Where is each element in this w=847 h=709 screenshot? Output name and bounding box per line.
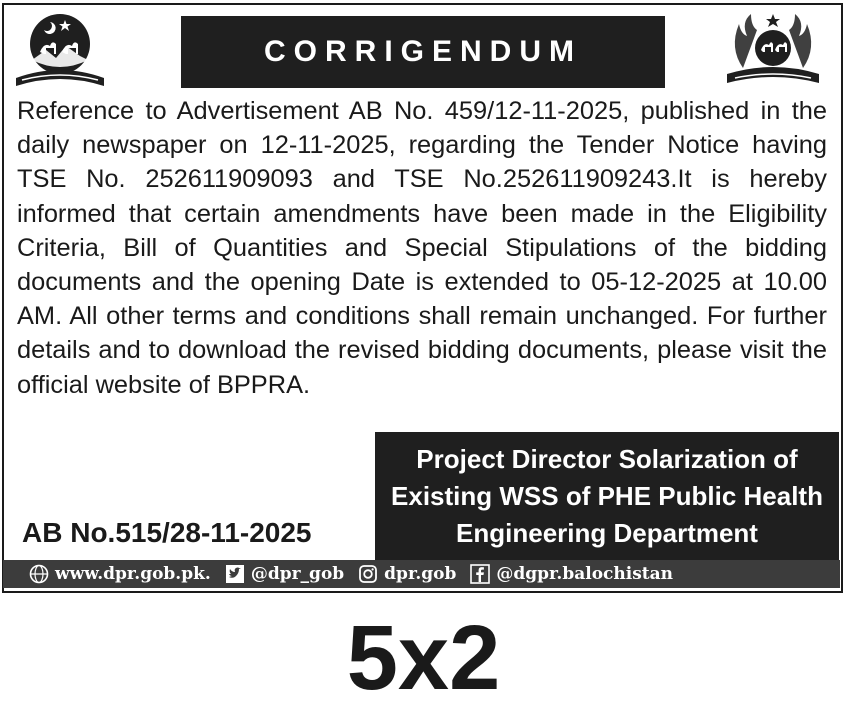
contact-footer xyxy=(3,560,840,588)
facebook-link[interactable] xyxy=(470,564,673,584)
notice-body: Reference to Advertisement AB No. 459/12-11-2025, published in the daily newspaper on 12-11-2025, regarding the Tender Notice having TSE No. 252611909093 and TSE No.252611909243.It is hereby informed that certain amendments have been made in the Eligibility Criteria, Bill of Quantities and Special Stipulations of the bidding documents and the opening Date is extended to 05-12-2025 at 10.00 AM. All other terms and conditions shall remain unchanged. For further details and to download the revised bidding documents, please visit the official website of BPPRA. xyxy=(17,97,827,399)
globe-icon xyxy=(29,564,49,584)
balochistan-emblem-icon xyxy=(10,8,110,93)
twitter-handle: @dpr_gob xyxy=(250,564,345,584)
twitter-link[interactable] xyxy=(225,564,344,584)
twitter-icon xyxy=(225,564,245,584)
page-title: CORRIGENDUM xyxy=(264,35,582,68)
signature-line-3: Engineering Department xyxy=(456,517,758,548)
facebook-handle: @dgpr.balochistan xyxy=(496,564,674,584)
ad-size-label: 5x2 xyxy=(346,607,501,709)
instagram-icon xyxy=(358,564,378,584)
website-text: www.dpr.gob.pk. xyxy=(55,564,211,584)
signature-line-1: Project Director Solarization of xyxy=(416,443,798,474)
facebook-icon xyxy=(470,564,490,584)
signature-block xyxy=(375,432,839,560)
signature-line-2: Existing WSS of PHE Public Health xyxy=(391,480,823,511)
ad-number: AB No.515/28-11-2025 xyxy=(22,517,312,548)
instagram-link[interactable] xyxy=(358,564,456,584)
instagram-handle: dpr.gob xyxy=(384,564,457,584)
title-banner xyxy=(181,16,665,88)
dgpr-emblem-icon xyxy=(713,8,833,93)
website-link[interactable] xyxy=(29,564,211,584)
